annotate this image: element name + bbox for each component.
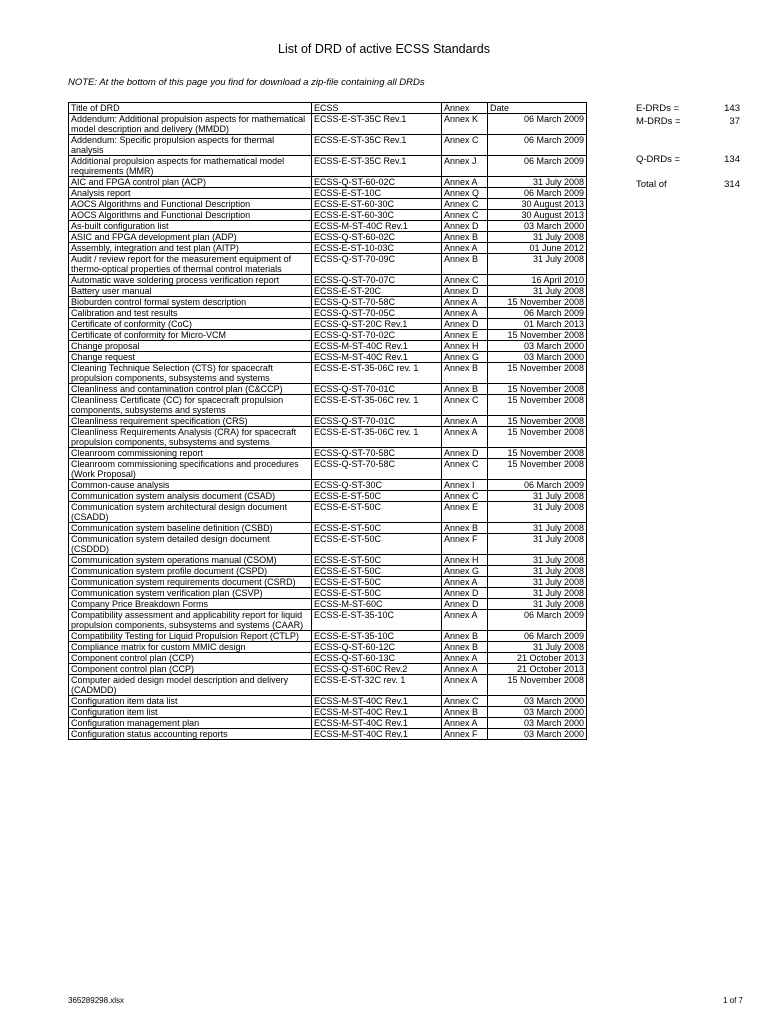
cell-annex: Annex Q [442,188,488,199]
table-row [69,243,587,254]
cell-ecss: ECSS-Q-ST-70-58C [312,459,442,480]
summary-value: 314 [724,179,740,190]
cell-date: 15 November 2008 [488,297,587,308]
cell-ecss: ECSS-M-ST-60C [312,599,442,610]
cell-annex: Annex A [442,610,488,631]
table-row [69,664,587,675]
cell-title: Battery user manual [69,286,312,297]
table-row [69,534,587,555]
cell-date: 15 November 2008 [488,330,587,341]
cell-ecss: ECSS-E-ST-50C [312,491,442,502]
cell-title: Change proposal [69,341,312,352]
table-row [69,588,587,599]
cell-date: 03 March 2000 [488,341,587,352]
cell-date: 30 August 2013 [488,210,587,221]
cell-title: Configuration status accounting reports [69,729,312,740]
cell-ecss: ECSS-M-ST-40C Rev.1 [312,707,442,718]
table-row [69,653,587,664]
table-row [69,221,587,232]
cell-ecss: ECSS-E-ST-35-10C [312,610,442,631]
cell-annex: Annex E [442,330,488,341]
table-row [69,729,587,740]
cell-ecss: ECSS-M-ST-40C Rev.1 [312,696,442,707]
cell-date: 31 July 2008 [488,588,587,599]
cell-date: 21 October 2013 [488,653,587,664]
cell-date: 01 March 2013 [488,319,587,330]
cell-annex: Annex C [442,395,488,416]
cell-title: Addendum: Specific propulsion aspects for thermal analysis [69,135,312,156]
table-row [69,395,587,416]
cell-ecss: ECSS-E-ST-50C [312,555,442,566]
cell-ecss: ECSS-E-ST-60-30C [312,210,442,221]
table-row [69,352,587,363]
cell-title: Common-cause analysis [69,480,312,491]
cell-ecss: ECSS-Q-ST-70-58C [312,297,442,308]
cell-title: Change request [69,352,312,363]
cell-date: 16 April 2010 [488,275,587,286]
cell-ecss: ECSS-Q-ST-70-58C [312,448,442,459]
cell-date: 31 July 2008 [488,555,587,566]
cell-title: Cleanliness Certificate (CC) for spacecraft propulsion components, subsystems and systems [69,395,312,416]
cell-title: Certificate of conformity (CoC) [69,319,312,330]
cell-date: 31 July 2008 [488,523,587,534]
cell-title: Cleanliness requirement specification (CRS) [69,416,312,427]
table-row [69,275,587,286]
cell-date: 15 November 2008 [488,384,587,395]
table-row [69,341,587,352]
cell-annex: Annex C [442,696,488,707]
header-title: Title of DRD [69,103,312,114]
summary-total [636,178,740,191]
cell-date: 15 November 2008 [488,395,587,416]
cell-date: 06 March 2009 [488,114,587,135]
cell-date: 06 March 2009 [488,610,587,631]
header-ecss: ECSS [312,103,442,114]
cell-annex: Annex D [442,286,488,297]
cell-annex: Annex A [442,297,488,308]
table-row [69,188,587,199]
cell-title: Communication system baseline definition (CSBD) [69,523,312,534]
table-row [69,177,587,188]
table-row [69,523,587,534]
cell-annex: Annex A [442,718,488,729]
cell-annex: Annex H [442,341,488,352]
cell-ecss: ECSS-Q-ST-20C Rev.1 [312,319,442,330]
cell-annex: Annex C [442,135,488,156]
cell-date: 31 July 2008 [488,491,587,502]
cell-title: Cleanliness and contamination control plan (C&CCP) [69,384,312,395]
table-row [69,156,587,177]
cell-date: 06 March 2009 [488,156,587,177]
cell-annex: Annex B [442,232,488,243]
table-row [69,631,587,642]
cell-title: Compliance matrix for custom MMIC design [69,642,312,653]
cell-title: Bioburden control formal system description [69,297,312,308]
table-body [69,114,587,740]
cell-date: 03 March 2000 [488,352,587,363]
cell-ecss: ECSS-E-ST-35C Rev.1 [312,135,442,156]
summary-label: E-DRDs = [636,103,680,114]
cell-date: 31 July 2008 [488,566,587,577]
cell-ecss: ECSS-E-ST-50C [312,502,442,523]
cell-annex: Annex C [442,275,488,286]
cell-annex: Annex F [442,534,488,555]
cell-ecss: ECSS-Q-ST-60-02C [312,177,442,188]
summary-value: 134 [724,154,740,165]
cell-date: 31 July 2008 [488,642,587,653]
cell-title: ASIC and FPGA development plan (ADP) [69,232,312,243]
cell-title: Component control plan (CCP) [69,653,312,664]
cell-ecss: ECSS-E-ST-10-03C [312,243,442,254]
cell-title: Configuration item list [69,707,312,718]
cell-annex: Annex B [442,642,488,653]
cell-ecss: ECSS-Q-ST-70-05C [312,308,442,319]
summary-m-drds [636,115,740,128]
cell-annex: Annex D [442,599,488,610]
cell-date: 31 July 2008 [488,177,587,188]
cell-ecss: ECSS-E-ST-50C [312,588,442,599]
cell-title: Cleanliness Requirements Analysis (CRA) for spacecraft propulsion components, subsystems and systems [69,427,312,448]
cell-title: Compatibility Testing for Liquid Propulsion Report (CTLP) [69,631,312,642]
cell-date: 06 March 2009 [488,135,587,156]
table-row [69,566,587,577]
table-row [69,459,587,480]
cell-annex: Annex A [442,416,488,427]
footer-filename: 365289298.xlsx [68,996,125,1005]
cell-title: AOCS Algorithms and Functional Description [69,210,312,221]
cell-title: Communication system requirements document (CSRD) [69,577,312,588]
table-row [69,210,587,221]
table-row [69,319,587,330]
table-row [69,308,587,319]
cell-annex: Annex H [442,555,488,566]
cell-ecss: ECSS-E-ST-20C [312,286,442,297]
cell-ecss: ECSS-M-ST-40C Rev.1 [312,729,442,740]
cell-ecss: ECSS-E-ST-32C rev. 1 [312,675,442,696]
table-row [69,707,587,718]
summary-label: Q-DRDs = [636,154,681,165]
cell-title: Configuration item data list [69,696,312,707]
drd-table [68,102,587,740]
cell-date: 03 March 2000 [488,696,587,707]
table-row [69,577,587,588]
table-row [69,642,587,653]
footer-page-number: 1 of 7 [722,996,743,1005]
cell-annex: Annex G [442,352,488,363]
cell-date: 15 November 2008 [488,427,587,448]
cell-title: Communication system detailed design document (CSDDD) [69,534,312,555]
cell-date: 03 March 2000 [488,707,587,718]
table-row [69,599,587,610]
cell-title: Cleaning Technique Selection (CTS) for spacecraft propulsion components, subsystems and systems [69,363,312,384]
cell-title: As-built configuration list [69,221,312,232]
cell-annex: Annex F [442,729,488,740]
cell-title: Communication system architectural design document (CSADD) [69,502,312,523]
cell-title: Cleanroom commissioning specifications and procedures (Work Proposal) [69,459,312,480]
cell-date: 15 November 2008 [488,363,587,384]
cell-ecss: ECSS-M-ST-40C Rev.1 [312,341,442,352]
cell-ecss: ECSS-Q-ST-60-13C [312,653,442,664]
cell-title: AIC and FPGA control plan (ACP) [69,177,312,188]
cell-ecss: ECSS-E-ST-35-06C rev. 1 [312,395,442,416]
cell-date: 06 March 2009 [488,480,587,491]
cell-annex: Annex A [442,577,488,588]
cell-title: Communication system analysis document (CSAD) [69,491,312,502]
cell-date: 03 March 2000 [488,729,587,740]
cell-annex: Annex B [442,631,488,642]
cell-annex: Annex A [442,653,488,664]
summary-value: 143 [724,103,740,114]
cell-ecss: ECSS-M-ST-40C Rev.1 [312,718,442,729]
cell-annex: Annex B [442,384,488,395]
cell-date: 31 July 2008 [488,502,587,523]
table-row [69,480,587,491]
table-row [69,330,587,341]
cell-date: 06 March 2009 [488,631,587,642]
table-row [69,286,587,297]
cell-annex: Annex B [442,363,488,384]
cell-ecss: ECSS-Q-ST-70-07C [312,275,442,286]
cell-ecss: ECSS-E-ST-35-06C rev. 1 [312,427,442,448]
cell-ecss: ECSS-E-ST-35-10C [312,631,442,642]
cell-date: 06 March 2009 [488,188,587,199]
download-note: NOTE: At the bottom of this page you find for download a zip-file containing all DRDs [68,77,425,88]
cell-date: 03 March 2000 [488,221,587,232]
cell-title: AOCS Algorithms and Functional Description [69,199,312,210]
page-title: List of DRD of active ECSS Standards [278,42,490,56]
table-row [69,254,587,275]
cell-title: Computer aided design model description and delivery (CADMDD) [69,675,312,696]
cell-title: Addendum: Additional propulsion aspects for mathematical model description and delivery (MMDD) [69,114,312,135]
cell-date: 21 October 2013 [488,664,587,675]
cell-annex: Annex C [442,459,488,480]
cell-date: 31 July 2008 [488,599,587,610]
cell-annex: Annex C [442,199,488,210]
cell-annex: Annex A [442,243,488,254]
table-row [69,675,587,696]
cell-ecss: ECSS-E-ST-35C Rev.1 [312,156,442,177]
cell-date: 31 July 2008 [488,286,587,297]
cell-ecss: ECSS-Q-ST-60-02C [312,232,442,243]
cell-ecss: ECSS-E-ST-50C [312,523,442,534]
cell-date: 31 July 2008 [488,232,587,243]
table-row [69,135,587,156]
cell-ecss: ECSS-M-ST-40C Rev.1 [312,221,442,232]
summary-label: M-DRDs = [636,116,681,127]
cell-ecss: ECSS-E-ST-35-06C rev. 1 [312,363,442,384]
table-row [69,384,587,395]
cell-title: Communication system operations manual (CSOM) [69,555,312,566]
cell-title: Configuration management plan [69,718,312,729]
cell-title: Calibration and test results [69,308,312,319]
table-row [69,555,587,566]
table-row [69,232,587,243]
cell-ecss: ECSS-E-ST-10C [312,188,442,199]
cell-annex: Annex D [442,588,488,599]
summary-e-drds [636,102,740,115]
table-row [69,610,587,631]
cell-date: 03 March 2000 [488,718,587,729]
cell-annex: Annex K [442,114,488,135]
cell-ecss: ECSS-Q-ST-70-09C [312,254,442,275]
cell-ecss: ECSS-E-ST-60-30C [312,199,442,210]
table-row [69,718,587,729]
cell-annex: Annex B [442,707,488,718]
cell-date: 15 November 2008 [488,459,587,480]
cell-ecss: ECSS-Q-ST-70-01C [312,384,442,395]
cell-title: Audit / review report for the measurement equipment of thermo-optical properties of thermal control materials [69,254,312,275]
cell-title: Analysis report [69,188,312,199]
cell-annex: Annex A [442,427,488,448]
cell-date: 31 July 2008 [488,577,587,588]
cell-ecss: ECSS-Q-ST-70-02C [312,330,442,341]
cell-annex: Annex A [442,177,488,188]
table-row [69,427,587,448]
cell-title: Company Price Breakdown Forms [69,599,312,610]
cell-title: Communication system profile document (CSPD) [69,566,312,577]
cell-annex: Annex A [442,675,488,696]
cell-title: Certificate of conformity for Micro-VCM [69,330,312,341]
cell-annex: Annex B [442,254,488,275]
table-row [69,448,587,459]
table-row [69,363,587,384]
cell-date: 15 November 2008 [488,416,587,427]
table-row [69,491,587,502]
table-row [69,502,587,523]
cell-ecss: ECSS-E-ST-50C [312,534,442,555]
summary-label: Total of [636,179,667,190]
cell-date: 06 March 2009 [488,308,587,319]
cell-date: 30 August 2013 [488,199,587,210]
cell-ecss: ECSS-E-ST-35C Rev.1 [312,114,442,135]
table-row [69,696,587,707]
cell-title: Component control plan (CCP) [69,664,312,675]
cell-title: Compatibility assessment and applicability report for liquid propulsion components, subsystems and systems (CAAR) [69,610,312,631]
cell-annex: Annex B [442,523,488,534]
table-row [69,114,587,135]
cell-title: Additional propulsion aspects for mathematical model requirements (MMR) [69,156,312,177]
cell-annex: Annex G [442,566,488,577]
cell-ecss: ECSS-E-ST-50C [312,566,442,577]
header-date: Date [488,103,587,114]
summary-q-drds [636,153,740,166]
cell-title: Communication system verification plan (CSVP) [69,588,312,599]
cell-ecss: ECSS-E-ST-50C [312,577,442,588]
cell-annex: Annex D [442,448,488,459]
cell-ecss: ECSS-M-ST-40C Rev.1 [312,352,442,363]
cell-annex: Annex D [442,221,488,232]
table-header-row [69,103,587,114]
table-row [69,297,587,308]
cell-date: 01 June 2012 [488,243,587,254]
cell-annex: Annex D [442,319,488,330]
cell-annex: Annex I [442,480,488,491]
cell-annex: Annex C [442,210,488,221]
cell-ecss: ECSS-Q-ST-30C [312,480,442,491]
header-annex: Annex [442,103,488,114]
cell-ecss: ECSS-Q-ST-60C Rev.2 [312,664,442,675]
cell-date: 31 July 2008 [488,534,587,555]
cell-title: Assembly, integration and test plan (AITP) [69,243,312,254]
cell-ecss: ECSS-Q-ST-70-01C [312,416,442,427]
cell-annex: Annex J [442,156,488,177]
table-row [69,416,587,427]
cell-annex: Annex A [442,664,488,675]
cell-date: 15 November 2008 [488,448,587,459]
cell-title: Cleanroom commissioning report [69,448,312,459]
cell-title: Automatic wave soldering process verification report [69,275,312,286]
cell-annex: Annex A [442,308,488,319]
cell-date: 31 July 2008 [488,254,587,275]
cell-ecss: ECSS-Q-ST-60-12C [312,642,442,653]
cell-annex: Annex C [442,491,488,502]
summary-value: 37 [729,116,740,127]
table-row [69,199,587,210]
cell-date: 15 November 2008 [488,675,587,696]
cell-annex: Annex E [442,502,488,523]
